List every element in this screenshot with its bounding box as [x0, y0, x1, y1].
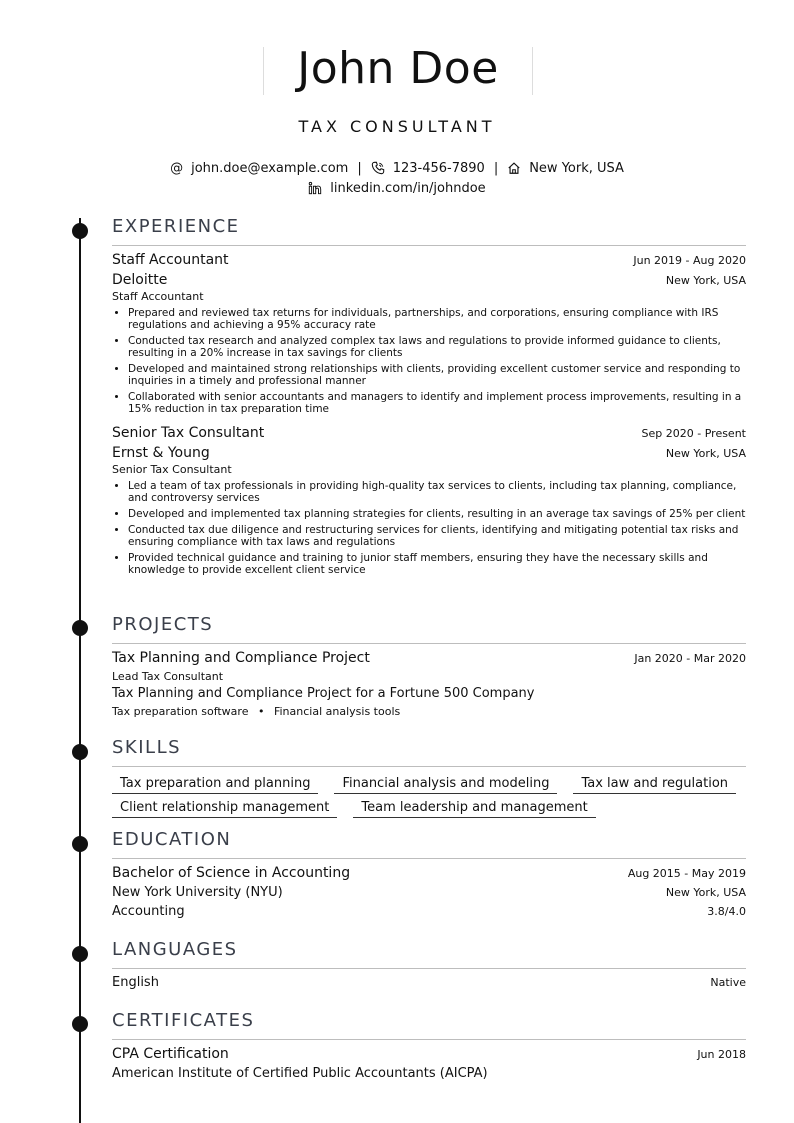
- skill-tag: Team leadership and management: [353, 800, 595, 818]
- skill-tag: Client relationship management: [112, 800, 337, 818]
- section-heading: LANGUAGES: [112, 939, 238, 960]
- certificates-section: [112, 1009, 746, 1085]
- section-divider: [112, 245, 746, 246]
- language-item: [112, 975, 746, 995]
- section-heading: PROJECTS: [112, 614, 214, 635]
- language-name: English: [112, 975, 159, 990]
- project-role: Lead Tax Consultant: [112, 670, 224, 683]
- bullet-list: [112, 480, 746, 576]
- separator: |: [357, 160, 362, 176]
- company-name: Ernst & Young: [112, 445, 210, 461]
- timeline-dot: [72, 223, 88, 239]
- section-divider: [112, 858, 746, 859]
- education-section: [112, 828, 746, 923]
- at-icon: @: [170, 160, 184, 176]
- gpa-value: 3.8/4.0: [707, 905, 746, 918]
- timeline-dot: [72, 836, 88, 852]
- section-heading: SKILLS: [112, 737, 182, 758]
- skill-tag: Tax law and regulation: [573, 776, 736, 794]
- project-tool: Tax preparation software: [112, 705, 249, 718]
- section-divider: [112, 643, 746, 644]
- timeline-dot: [72, 620, 88, 636]
- bullet-item: • Led a team of tax professionals in providing high-quality tax services to clients, including tax planning, compliance, and controversy services: [128, 480, 746, 504]
- certificate-date: Jun 2018: [697, 1048, 746, 1061]
- section-divider: [112, 766, 746, 767]
- experience-section: [112, 215, 746, 580]
- bullet-item: • Prepared and reviewed tax returns for individuals, partnerships, and corporations, ensuring compliance with IRS regulations and achieving a 95% accuracy rate: [128, 307, 746, 331]
- job-role: Senior Tax Consultant: [112, 425, 265, 441]
- contact-info: [0, 159, 794, 197]
- experience-entry: [112, 252, 746, 415]
- location-text: New York, USA: [529, 160, 624, 176]
- bullet-item: • Provided technical guidance and training to junior staff members, ensuring they have the necessary skills and knowledge to provide excellent client service: [128, 552, 746, 576]
- languages-section: [112, 938, 746, 995]
- phone-number[interactable]: 123-456-7890: [392, 160, 485, 176]
- section-heading: EDUCATION: [112, 829, 232, 850]
- separator: |: [493, 160, 499, 176]
- job-dates: Sep 2020 - Present: [641, 427, 746, 440]
- skills-section: [112, 736, 746, 818]
- home-icon: [507, 161, 521, 175]
- section-heading: CERTIFICATES: [112, 1010, 255, 1031]
- timeline-line: [79, 218, 81, 1123]
- job-location: New York, USA: [665, 274, 746, 287]
- bullet-item: • Developed and implemented tax planning strategies for clients, resulting in an average tax savings of 25% per client: [128, 508, 746, 520]
- job-subtitle: Senior Tax Consultant: [112, 463, 232, 476]
- education-dates: Aug 2015 - May 2019: [627, 867, 746, 880]
- skill-tags: [112, 776, 746, 818]
- field-of-study: Accounting: [112, 904, 185, 919]
- certificate-issuer: American Institute of Certified Public Accountants (AICPA): [112, 1066, 488, 1081]
- job-title: TAX CONSULTANT: [298, 117, 496, 136]
- project-tools: [112, 705, 746, 718]
- timeline-dot: [72, 744, 88, 760]
- job-location: New York, USA: [665, 447, 746, 460]
- certificate-name: CPA Certification: [112, 1046, 229, 1062]
- bullet-item: • Conducted tax due diligence and restructuring services for clients, identifying and mitigating potential tax risks and ensuring compliance with tax laws and regulations: [128, 524, 746, 548]
- name-frame: [263, 43, 533, 95]
- language-level: Native: [710, 976, 746, 989]
- linkedin-link[interactable]: linkedin.com/in/johndoe: [330, 180, 486, 196]
- school-location: New York, USA: [665, 886, 746, 899]
- projects-section: [112, 613, 746, 718]
- timeline-dot: [72, 1016, 88, 1032]
- section-heading: EXPERIENCE: [112, 216, 240, 237]
- section-divider: [112, 968, 746, 969]
- project-dates: Jan 2020 - Mar 2020: [634, 652, 746, 665]
- school-name: New York University (NYU): [112, 885, 283, 900]
- project-description: Tax Planning and Compliance Project for a Fortune 500 Company: [112, 686, 535, 701]
- section-divider: [112, 1039, 746, 1040]
- linkedin-icon: [308, 181, 322, 195]
- candidate-name: John Doe: [297, 43, 499, 94]
- email-link[interactable]: john.doe@example.com: [191, 160, 349, 176]
- job-role: Staff Accountant: [112, 252, 229, 268]
- bullet-item: • Conducted tax research and analyzed complex tax laws and regulations to provide informed guidance to clients, resulting in a 20% increase in tax savings for clients: [128, 335, 746, 359]
- company-name: Deloitte: [112, 272, 168, 288]
- degree-name: Bachelor of Science in Accounting: [112, 865, 351, 881]
- tool-separator: •: [257, 705, 265, 718]
- project-name: Tax Planning and Compliance Project: [112, 650, 370, 666]
- job-subtitle: Staff Accountant: [112, 290, 204, 303]
- bullet-item: • Collaborated with senior accountants and managers to identify and implement process improvements, resulting in a 15% reduction in tax preparation time: [128, 391, 746, 415]
- job-dates: Jun 2019 - Aug 2020: [633, 254, 746, 267]
- skill-tag: Financial analysis and modeling: [334, 776, 557, 794]
- project-tool: Financial analysis tools: [273, 705, 401, 718]
- bullet-item: • Developed and maintained strong relationships with clients, providing excellent customer service and responding to inquiries in a timely and professional manner: [128, 363, 746, 387]
- phone-icon: [371, 161, 385, 175]
- timeline-dot: [72, 946, 88, 962]
- bullet-list: [112, 307, 746, 415]
- experience-entry: [112, 425, 746, 576]
- skill-tag: Tax preparation and planning: [112, 776, 318, 794]
